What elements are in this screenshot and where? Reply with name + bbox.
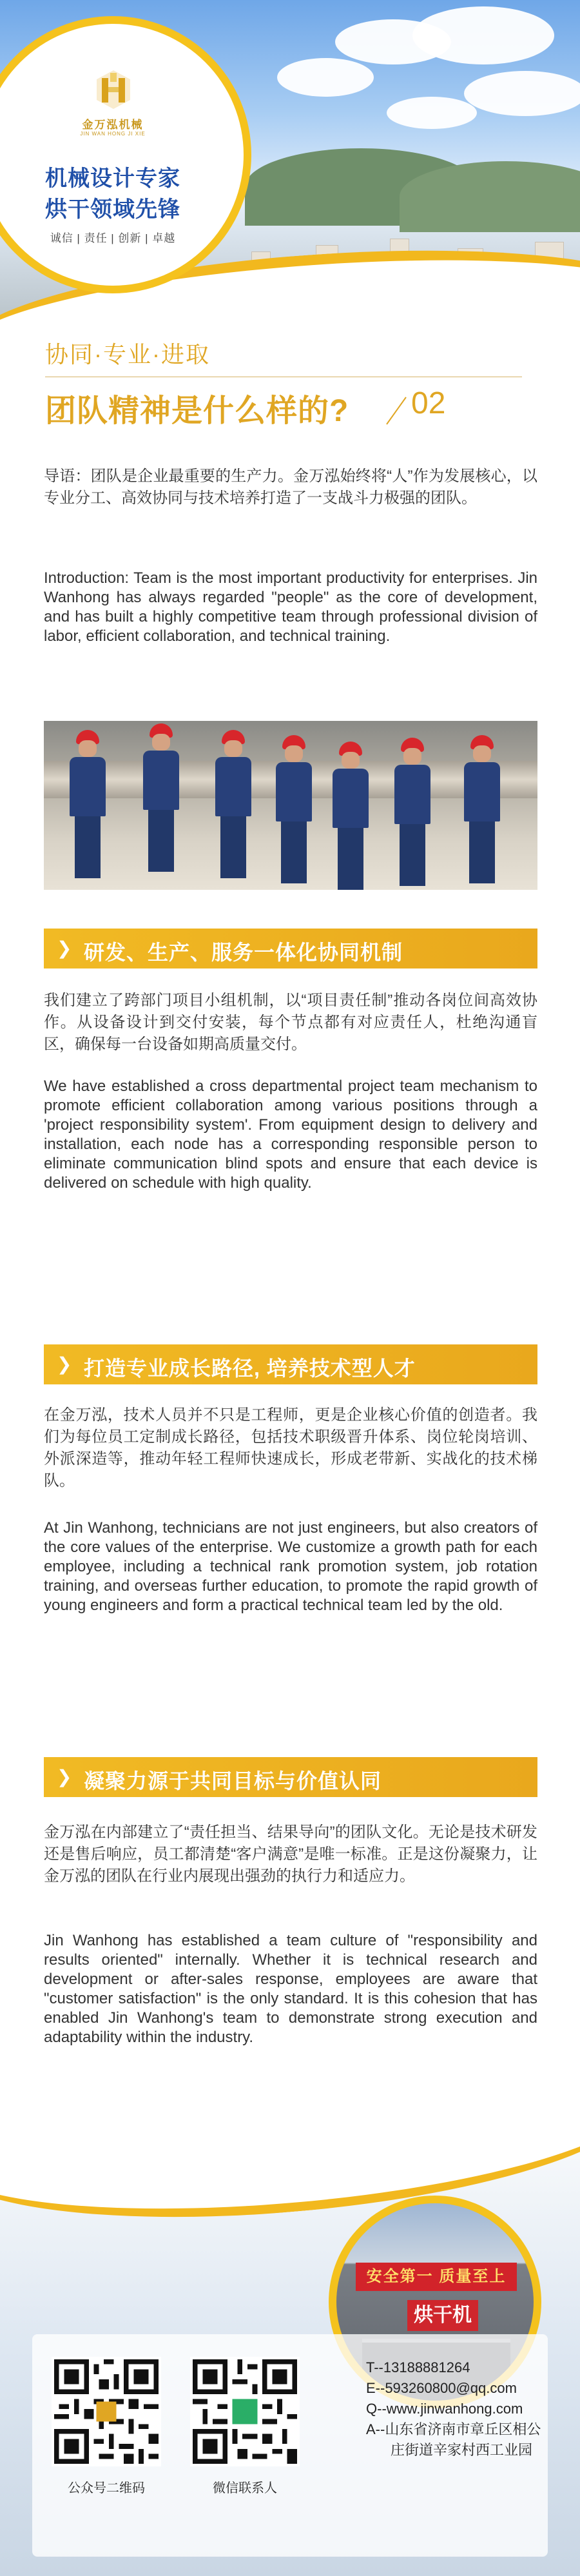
intro-zh: 导语：团队是企业最重要的生产力。金万泓始终将“人”作为发展核心，以专业分工、高效协同与技术培养打造了一支战斗力极强的团队。 [44, 467, 537, 507]
page-subtitle: 协同·专业·进取 [45, 341, 210, 368]
cloud [277, 58, 374, 97]
chevron-right-icon: ❯ [57, 1354, 72, 1374]
section-heading-3 [44, 1757, 537, 1797]
page-title-row [45, 383, 548, 428]
contact-phone[interactable]: T--13188881264 [366, 2359, 470, 2375]
factory-banner: 安全第一 质量至上 [356, 2263, 517, 2291]
factory-sign: 烘干机 [407, 2300, 478, 2331]
brand-pinyin: JIN WAN HONG JI XIE [80, 131, 146, 137]
qr-code-public-account[interactable] [52, 2357, 161, 2466]
section-2-en: At Jin Wanhong, technicians are not just engineers, but also creators of the core values of the enterprise. We customize a growth path for each employee, including a technical rank promotion system, job rotation training, and overseas further education, to promote the rapid growth of young engineers and form a practical technical team led by the old. [44, 1519, 537, 1614]
contact-website[interactable]: Q--www.jinwanhong.com [366, 2401, 523, 2417]
cloud [387, 97, 477, 129]
contact-panel [32, 2334, 548, 2557]
brand-name: 金万泓机械 [82, 119, 144, 131]
hero-headline-1: 机械设计专家 [45, 166, 180, 191]
section-2-zh: 在金万泓，技术人员并不只是工程师，更是企业核心价值的创造者。我们为每位员工定制成长路径，包括技术职级晋升体系、岗位轮岗培训、外派深造等，推动年轻工程师快速成长，形成老带新、实战化的技术梯队。 [44, 1406, 537, 1490]
section-heading-2 [44, 1344, 537, 1384]
section-1-en: We have established a cross departmental project team mechanism to promote efficient collaboration among various positions through a 'project responsibility system'. From equipment design to delivery and installation, each node has a corresponding responsible person to eliminate communication blind spots and ensure that each device is delivered on schedule with high quality. [44, 1077, 537, 1192]
page-number: 02 [411, 386, 446, 420]
contact-address-line-2: 庄街道辛家村西工业园 [391, 2442, 533, 2458]
cloud [464, 71, 580, 116]
company-logo [95, 69, 131, 110]
team-photo [44, 721, 537, 890]
section-title: 研发、生产、服务一体化协同机制 [84, 941, 403, 964]
section-3-en: Jin Wanhong has established a team culture of "responsibility and results oriented" internally. Whether it is technical research and development or after-sales response, employees are aware that "customer satisfaction" is the only standard. It is this cohesion that has enabled Jin Wanhong's team to demonstrate strong execution and adaptability within the industry. [44, 1932, 537, 2046]
section-3-zh: 金万泓在内部建立了“责任担当、结果导向”的团队文化。无论是技术研发还是售后响应，员工都清楚“客户满意”是唯一标准。正是这份凝聚力，让金万泓的团队在行业内展现出强劲的执行力和适应力。 [44, 1824, 537, 1885]
brand-values: 诚信 | 责任 | 创新 | 卓越 [50, 232, 176, 244]
slash-icon [380, 395, 412, 427]
section-title: 打造专业成长路径, 培养技术型人才 [84, 1357, 416, 1380]
section-heading-1 [44, 929, 537, 968]
section-title: 凝聚力源于共同目标与价值认同 [84, 1769, 382, 1793]
intro-en: Introduction: Team is the most important productivity for enterprises. Jin Wanhong has always regarded "people" as the core of development, and has built a highly competitive team through professional division of labor, efficient collaboration, and technical training. [44, 569, 537, 645]
section-1-zh: 我们建立了跨部门项目小组机制，以“项目责任制”推动各岗位间高效协作。从设备设计到交付安装，每个节点都有对应责任人，杜绝沟通盲区，确保每一台设备如期高质量交付。 [44, 992, 537, 1053]
chevron-right-icon: ❯ [57, 1767, 72, 1787]
contact-email[interactable]: E--593260800@qq.com [366, 2380, 517, 2396]
chevron-right-icon: ❯ [57, 938, 72, 958]
hero-headline-2: 烘干领域先锋 [45, 197, 180, 222]
page-title: 团队精神是什么样的? [45, 394, 349, 428]
hero-banner [0, 0, 580, 322]
qr-wechat-label: 微信联系人 [213, 2481, 277, 2495]
footer [0, 2141, 580, 2576]
qr-code-wechat[interactable] [190, 2357, 300, 2466]
qr-public-label: 公众号二维码 [68, 2481, 145, 2495]
contact-address-line-1: A--山东省济南市章丘区相公 [366, 2421, 541, 2437]
cloud [412, 6, 554, 64]
